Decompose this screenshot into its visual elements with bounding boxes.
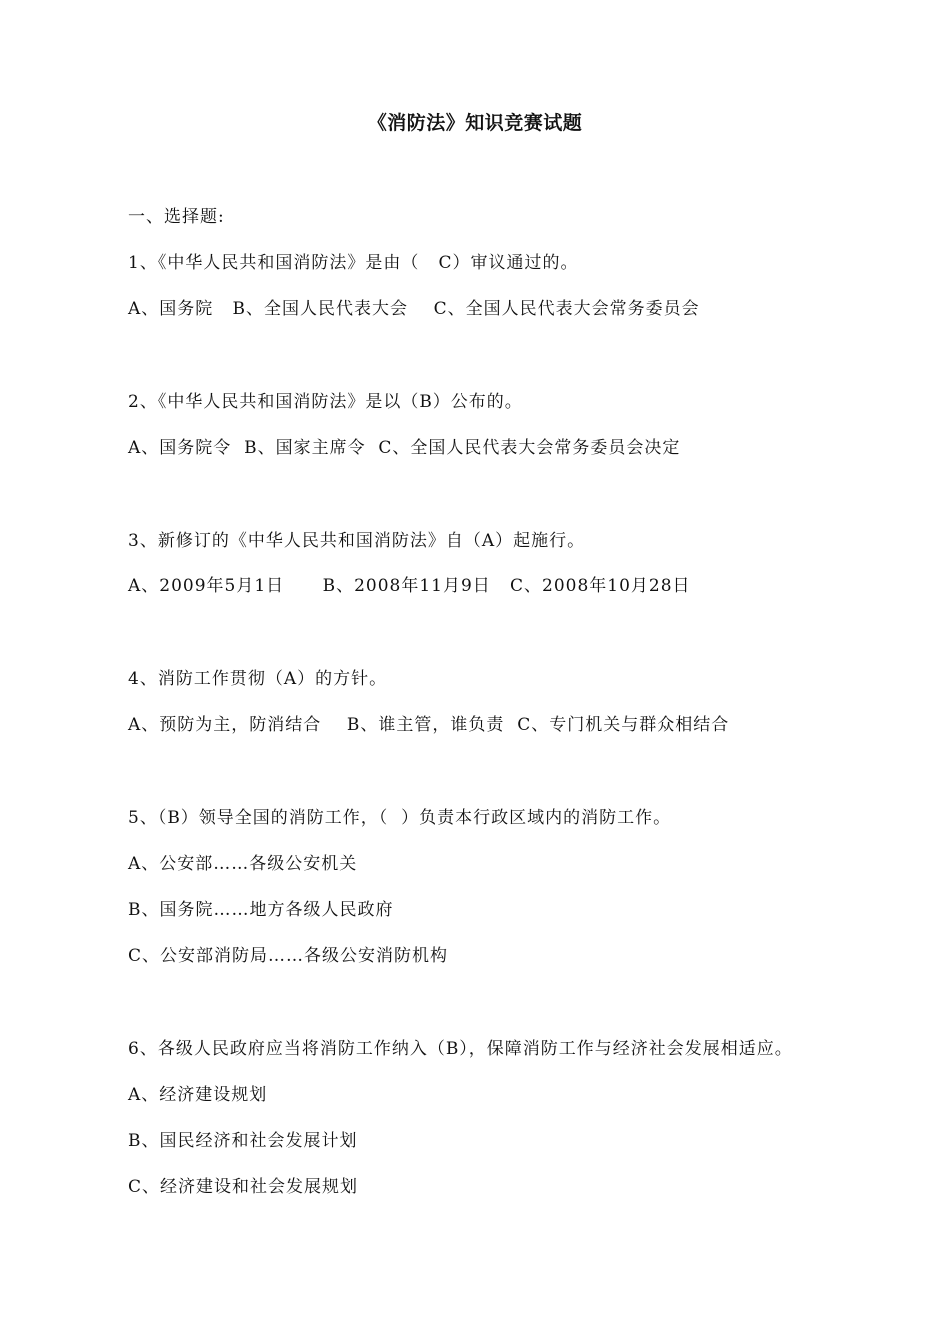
question-6-option-c: C、经济建设和社会发展规划 (128, 1177, 359, 1197)
question-1-options: A、国务院 B、全国人民代表大会 C、全国人民代表大会常务委员会 (128, 299, 700, 319)
question-5-stem: 5、（B）领导全国的消防工作，（ ）负责本行政区域内的消防工作。 (128, 808, 672, 828)
section-heading: 一、选择题: (128, 207, 225, 227)
question-4-stem: 4、消防工作贯彻（A）的方针。 (128, 669, 388, 689)
question-3-stem: 3、新修订的《中华人民共和国消防法》自（A）起施行。 (128, 531, 586, 551)
question-4-options: A、预防为主，防消结合 B、谁主管，谁负责 C、专门机关与群众相结合 (128, 715, 730, 735)
question-3-options: A、2009年5月1日 B、2008年11月9日 C、2008年10月28日 (128, 576, 691, 596)
question-5-option-b: B、国务院……地方各级人民政府 (128, 900, 394, 920)
question-2-options: A、国务院令 B、国家主席令 C、全国人民代表大会常务委员会决定 (128, 438, 681, 458)
question-1-stem: 1、《中华人民共和国消防法》是由（ C）审议通过的。 (128, 253, 579, 273)
question-6-option-a: A、经济建设规划 (128, 1085, 268, 1105)
question-5-option-c: C、公安部消防局……各级公安消防机构 (128, 946, 449, 966)
question-6-option-b: B、国民经济和社会发展计划 (128, 1131, 358, 1151)
question-2-stem: 2、《中华人民共和国消防法》是以（B）公布的。 (128, 392, 523, 412)
question-6-stem: 6、各级人民政府应当将消防工作纳入（B），保障消防工作与经济社会发展相适应。 (128, 1039, 793, 1059)
document-title: 《消防法》知识竞赛试题 (367, 112, 583, 134)
question-5-option-a: A、公安部……各级公安机关 (128, 854, 358, 874)
